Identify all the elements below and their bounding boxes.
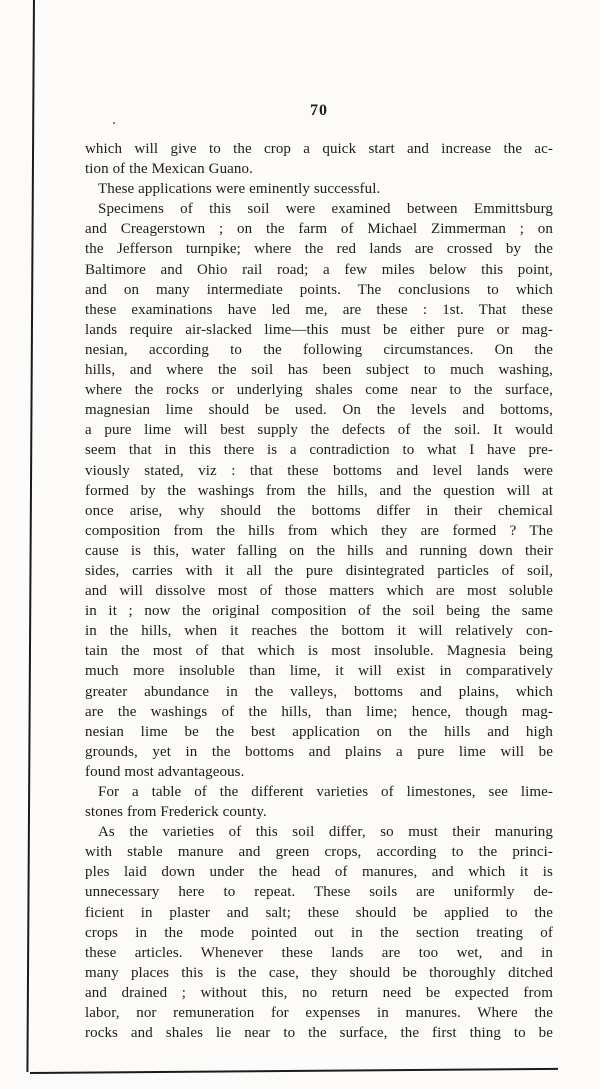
text-line: rocks and shales lie near to the surface, the first thing to be — [85, 1025, 553, 1042]
text-line: nesian lime be the best application on the hills and high — [85, 723, 553, 740]
text-line: many places this is the case, they should be thoroughly ditched — [85, 964, 553, 981]
text-line: found most advantageous. — [85, 763, 245, 780]
text-line: which will give to the crop a quick start and increase the ac- — [85, 141, 553, 157]
paragraph — [85, 199, 553, 782]
text-line: composition from the hills from which they are formed ? The — [85, 522, 553, 539]
text-line: crops in the mode pointed out in the section treating of — [85, 924, 553, 941]
text-line: greater abundance in the valleys, bottoms and plains, which — [85, 683, 553, 700]
paragraph — [85, 139, 553, 179]
text-line: magnesian lime should be used. On the levels and bottoms, — [85, 402, 553, 419]
text-line: ples laid down under the head of manures, and which it is — [85, 864, 553, 881]
scan-edge-bottom — [30, 1068, 558, 1074]
text-line: are the washings of the hills, than lime; hence, though mag- — [85, 703, 553, 720]
paragraph — [85, 782, 553, 822]
paragraph — [85, 822, 553, 1043]
text-line: sides, carries with it all the pure disintegrated particles of soil, — [85, 562, 553, 579]
text-line: and on many intermediate points. The conclusions to which — [85, 281, 553, 298]
text-line: stones from Frederick county. — [85, 804, 267, 821]
text-line: lands require air-slacked lime—this must be either pure or mag- — [85, 321, 553, 338]
text-line: Specimens of this soil were examined between Emmittsburg — [98, 201, 553, 218]
scan-edge-left — [26, 0, 34, 1072]
text-line: much more insoluble than lime, it will exist in comparatively — [85, 663, 553, 680]
text-line: viously stated, viz : that these bottoms and level lands were — [85, 462, 553, 479]
text-line: where the rocks or underlying shales come near to the surface, — [85, 382, 553, 399]
text-line: unnecessary here to repeat. These soils are uniformly de- — [85, 884, 553, 901]
text-line: formed by the washings from the hills, and the question will at — [85, 482, 553, 499]
text-line: ficient in plaster and salt; these should be applied to the — [85, 904, 553, 921]
text-line: labor, nor remuneration for expenses in manures. Where the — [85, 1005, 553, 1022]
text-line: hills, and where the soil has been subject to much washing, — [85, 362, 553, 379]
text-line: and drained ; without this, no return need be expected from — [85, 984, 553, 1001]
text-line: cause is this, water falling on the hills and running down their — [85, 542, 553, 559]
text-line: these examinations have led me, are these : 1st. That these — [85, 301, 553, 318]
text-line: Baltimore and Ohio rail road; a few miles below this point, — [85, 261, 553, 278]
text-line: grounds, yet in the bottoms and plains a pure lime will be — [85, 743, 553, 760]
text-block — [85, 139, 553, 1043]
scan-speck — [113, 122, 115, 124]
text-line: and will dissolve most of those matters which are most soluble — [85, 583, 553, 600]
text-line: nesian, according to the following circumstances. On the — [85, 341, 553, 358]
text-line: with stable manure and green crops, according to the princi- — [85, 844, 553, 861]
text-line: the Jefferson turnpike; where the red lands are crossed by the — [85, 241, 553, 258]
text-line: in it ; now the original composition of the soil being the same — [85, 603, 553, 620]
text-line: seem that in this there is a contradiction to what I have pre- — [85, 442, 553, 459]
text-line: in the hills, when it reaches the bottom it will relatively con- — [85, 623, 553, 640]
text-line: and Creagerstown ; on the farm of Michael Zimmerman ; on — [85, 221, 553, 238]
text-line: For a table of the different varieties of limestones, see lime- — [98, 784, 553, 800]
text-line: These applications were eminently successful. — [98, 181, 381, 198]
paragraph — [85, 179, 553, 199]
text-line: tion of the Mexican Guano. — [85, 161, 253, 178]
page-number: 70 — [310, 102, 328, 119]
text-line: tain the most of that which is most insoluble. Magnesia being — [85, 643, 553, 660]
text-line: once arise, why should the bottoms differ in their chemical — [85, 502, 553, 519]
text-line: As the varieties of this soil differ, so must their manuring — [98, 824, 553, 841]
text-line: these articles. Whenever these lands are too wet, and in — [85, 944, 553, 961]
text-line: a pure lime will best supply the defects of the soil. It would — [85, 422, 553, 439]
